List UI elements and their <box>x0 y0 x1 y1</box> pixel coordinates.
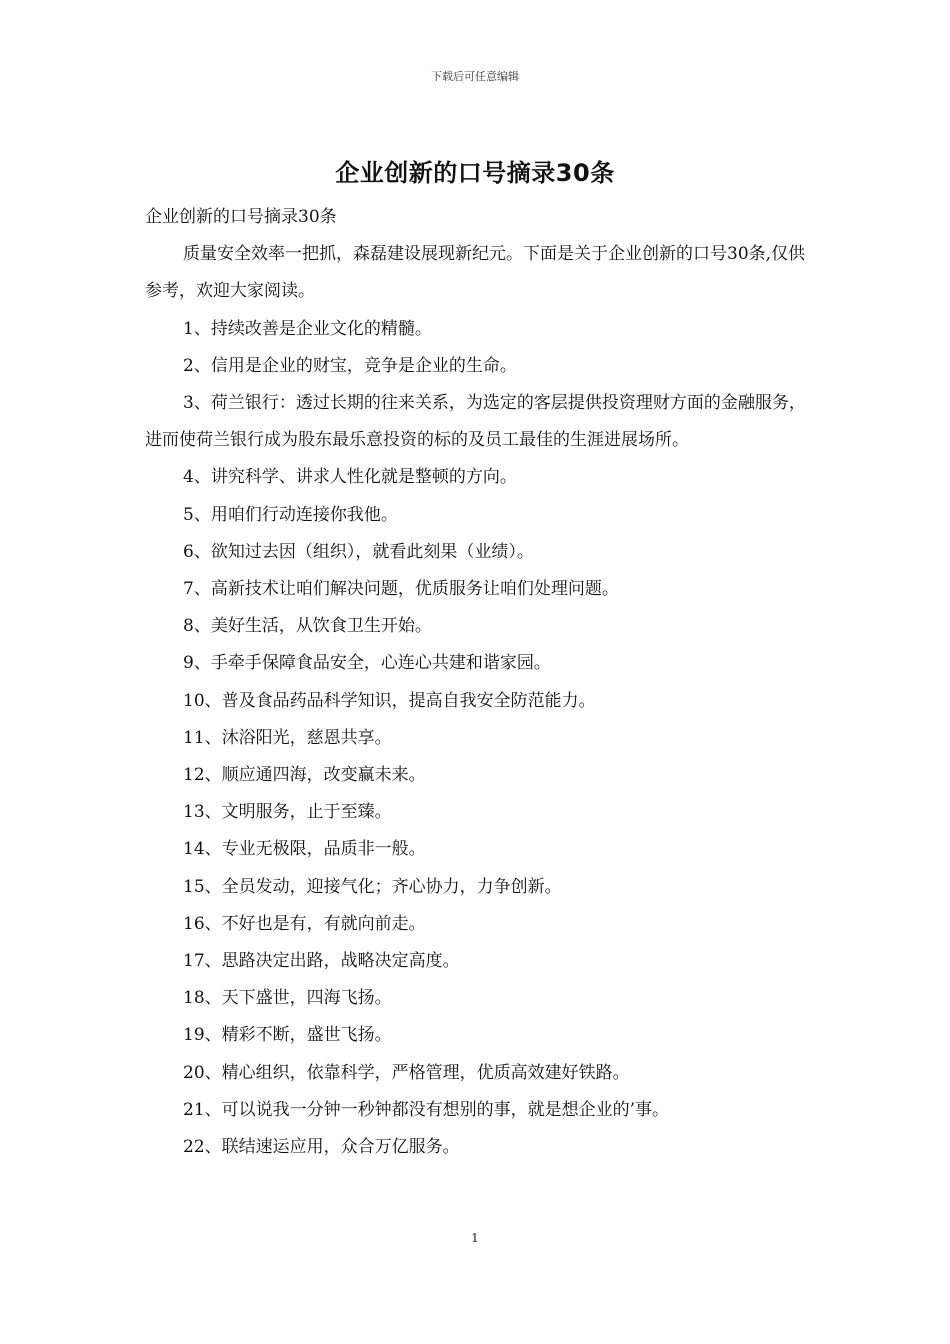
slogan-item: 11、沐浴阳光，慈恩共享。 <box>183 727 392 748</box>
document-body <box>145 199 810 1166</box>
slogan-item: 21、可以说我一分钟一秒钟都没有想别的事，就是想企业的’事。 <box>183 1099 670 1120</box>
slogan-item: 19、精彩不断，盛世飞扬。 <box>183 1025 392 1046</box>
slogan-item: 22、联结速运应用，众合万亿服务。 <box>183 1137 460 1158</box>
slogan-item: 5、用咱们行动连接你我他。 <box>183 504 398 525</box>
slogan-item: 9、手牵手保障食品安全，心连心共建和谐家园。 <box>183 653 551 674</box>
page-number: 1 <box>471 1231 479 1245</box>
slogan-item: 6、欲知过去因（组织），就看此刻果（业绩）。 <box>183 541 534 562</box>
slogan-item: 18、天下盛世，四海飞扬。 <box>183 988 392 1009</box>
slogan-item: 20、精心组织，依靠科学，严格管理，优质高效建好铁路。 <box>183 1062 630 1083</box>
intro-paragraph: 质量安全效率一把抓，森磊建设展现新纪元。下面是关于企业创新的口号30条,仅供参考，欢迎大家阅读。 <box>145 244 806 302</box>
slogan-item: 13、文明服务，止于至臻。 <box>183 802 392 823</box>
document-title: 企业创新的口号摘录30条 <box>335 159 615 187</box>
subtitle-line: 企业创新的口号摘录30条 <box>145 207 337 227</box>
slogan-item: 1、持续改善是企业文化的精髓。 <box>183 318 432 339</box>
slogan-item: 12、顺应通四海，改变赢未来。 <box>183 765 426 786</box>
slogan-item: 10、普及食品药品科学知识，提高自我安全防范能力。 <box>183 690 596 711</box>
slogan-item: 17、思路决定出路，战略决定高度。 <box>183 951 460 972</box>
slogan-item: 16、不好也是有，有就向前走。 <box>183 913 426 934</box>
slogan-item: 3、荷兰银行：透过长期的往来关系，为选定的客层提供投资理财方面的金融服务，进而使荷兰银行成为股东最乐意投资的标的及员工最佳的生涯进展场所。 <box>145 393 806 451</box>
slogan-item: 14、专业无极限，品质非一般。 <box>183 839 426 860</box>
slogan-item: 2、信用是企业的财宝，竞争是企业的生命。 <box>183 355 517 376</box>
header-note: 下载后可任意编辑 <box>431 70 519 83</box>
slogan-item: 4、讲究科学、讲求人性化就是整顿的方向。 <box>183 467 517 488</box>
slogan-item: 15、全员发动，迎接气化；齐心协力，力争创新。 <box>183 876 562 897</box>
slogan-item: 8、美好生活，从饮食卫生开始。 <box>183 616 432 637</box>
slogan-item: 7、高新技术让咱们解决问题，优质服务让咱们处理问题。 <box>183 579 619 600</box>
